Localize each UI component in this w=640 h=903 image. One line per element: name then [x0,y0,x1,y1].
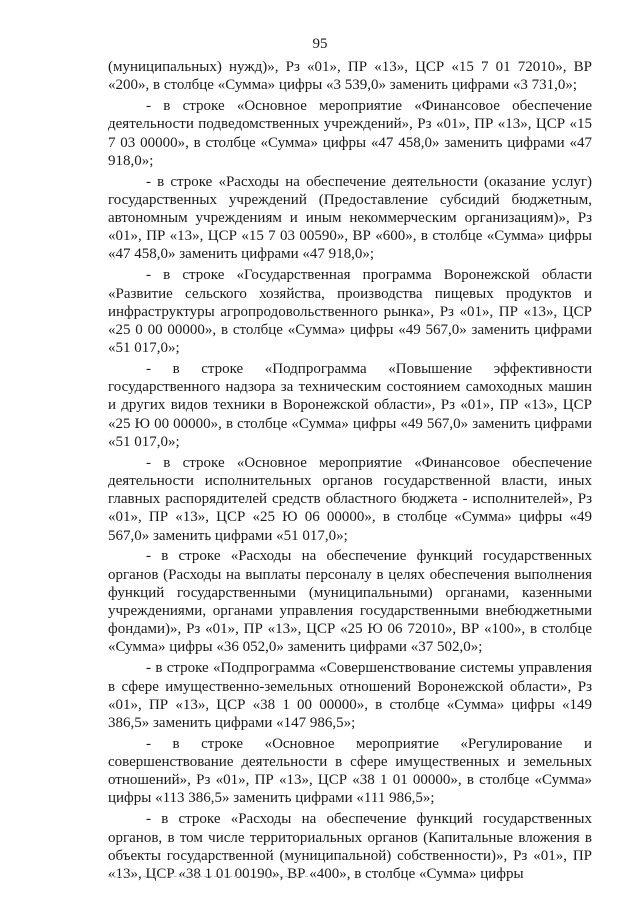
paragraph: - в строке «Расходы на обеспечение деятельности (оказание услуг) государственных учреждений (Предоставление субсидий бюджетным, автономным учреждениям и иным некоммерческим организациям)», Рз «01», ПР «13», ЦСР «15 7 03 00590», ВР «600», в столбце «Сумма» цифры «47 458,0» заменить цифрами «47 918,0»; [108,173,592,263]
paragraph: - в строке «Государственная программа Воронежской области «Развитие сельского хозяйства, производства пищевых продуктов и инфраструктуры агропродовольственного рынка», Рз «01», ПР «13», ЦСР «25 0 00 00000», в столбце «Сумма» цифры «49 567,0» заменить цифрами «51 017,0»; [108,267,592,357]
footer-divider [108,876,308,877]
page-number: 95 [312,36,328,52]
paragraph: - в строке «Основное мероприятие «Финансовое обеспечение деятельности подведомственных учреждений», Рз «01», ПР «13», ЦСР «15 7 03 00000», в столбце «Сумма» цифры «47 458,0» заменить цифрами «47 918,0»; [108,98,592,169]
paragraph: - в строке «Расходы на обеспечение функций государственных органов (Расходы на выплаты персоналу в целях обеспечения выполнения функций государственными (муниципальными) органами, казенными учреждениями, органами управления государственными внебюджетными фондами)», Рз «01», ПР «13», ЦСР «25 Ю 06 72010», ВР «100», в столбце «Сумма» цифры «36 052,0» заменить цифрами «37 502,0»; [108,548,592,656]
document-body [108,58,592,886]
paragraph: - в строке «Подпрограмма «Совершенствование системы управления в сфере имущественно-земельных отношений Воронежской области», Рз «01», ПР «13», ЦСР «38 1 00 00000», в столбце «Сумма» цифры «149 386,5» заменить цифрами «147 986,5»; [108,660,592,731]
paragraph: - в строке «Основное мероприятие «Финансовое обеспечение деятельности исполнительных органов государственной власти, иных главных распорядителей средств областного бюджета - исполнителей», Рз «01», ПР «13», ЦСР «25 Ю 06 00000», в столбце «Сумма» цифры «49 567,0» заменить цифрами «51 017,0»; [108,454,592,544]
paragraph: - в строке «Основное мероприятие «Регулирование и совершенствование деятельности в сфере имущественных и земельных отношений», Рз «01», ПР «13», ЦСР «38 1 01 00000», в столбце «Сумма» цифры «113 386,5» заменить цифрами «111 986,5»; [108,735,592,807]
paragraph: - в строке «Расходы на обеспечение функций государственных органов, в том числе территориальных органов (Капитальные вложения в объекты государственной (муниципальной) собственности)», Рз «01», ПР «13», ЦСР «38 1 01 00190», ВР «400», в столбце «Сумма» цифры [108,811,592,882]
paragraph: (муниципальных) нужд)», Рз «01», ПР «13», ЦСР «15 7 01 72010», ВР «200», в столбце «Сумма» цифры «3 539,0» заменить цифрами «3 731,0»; [108,59,592,94]
paragraph: - в строке «Подпрограмма «Повышение эффективности государственного надзора за техническим состоянием самоходных машин и других видов техники в Воронежской области», Рз «01», ПР «13», ЦСР «25 Ю 00 00000», в столбце «Сумма» цифры «49 567,0» заменить цифрами «51 017,0»; [108,361,592,450]
